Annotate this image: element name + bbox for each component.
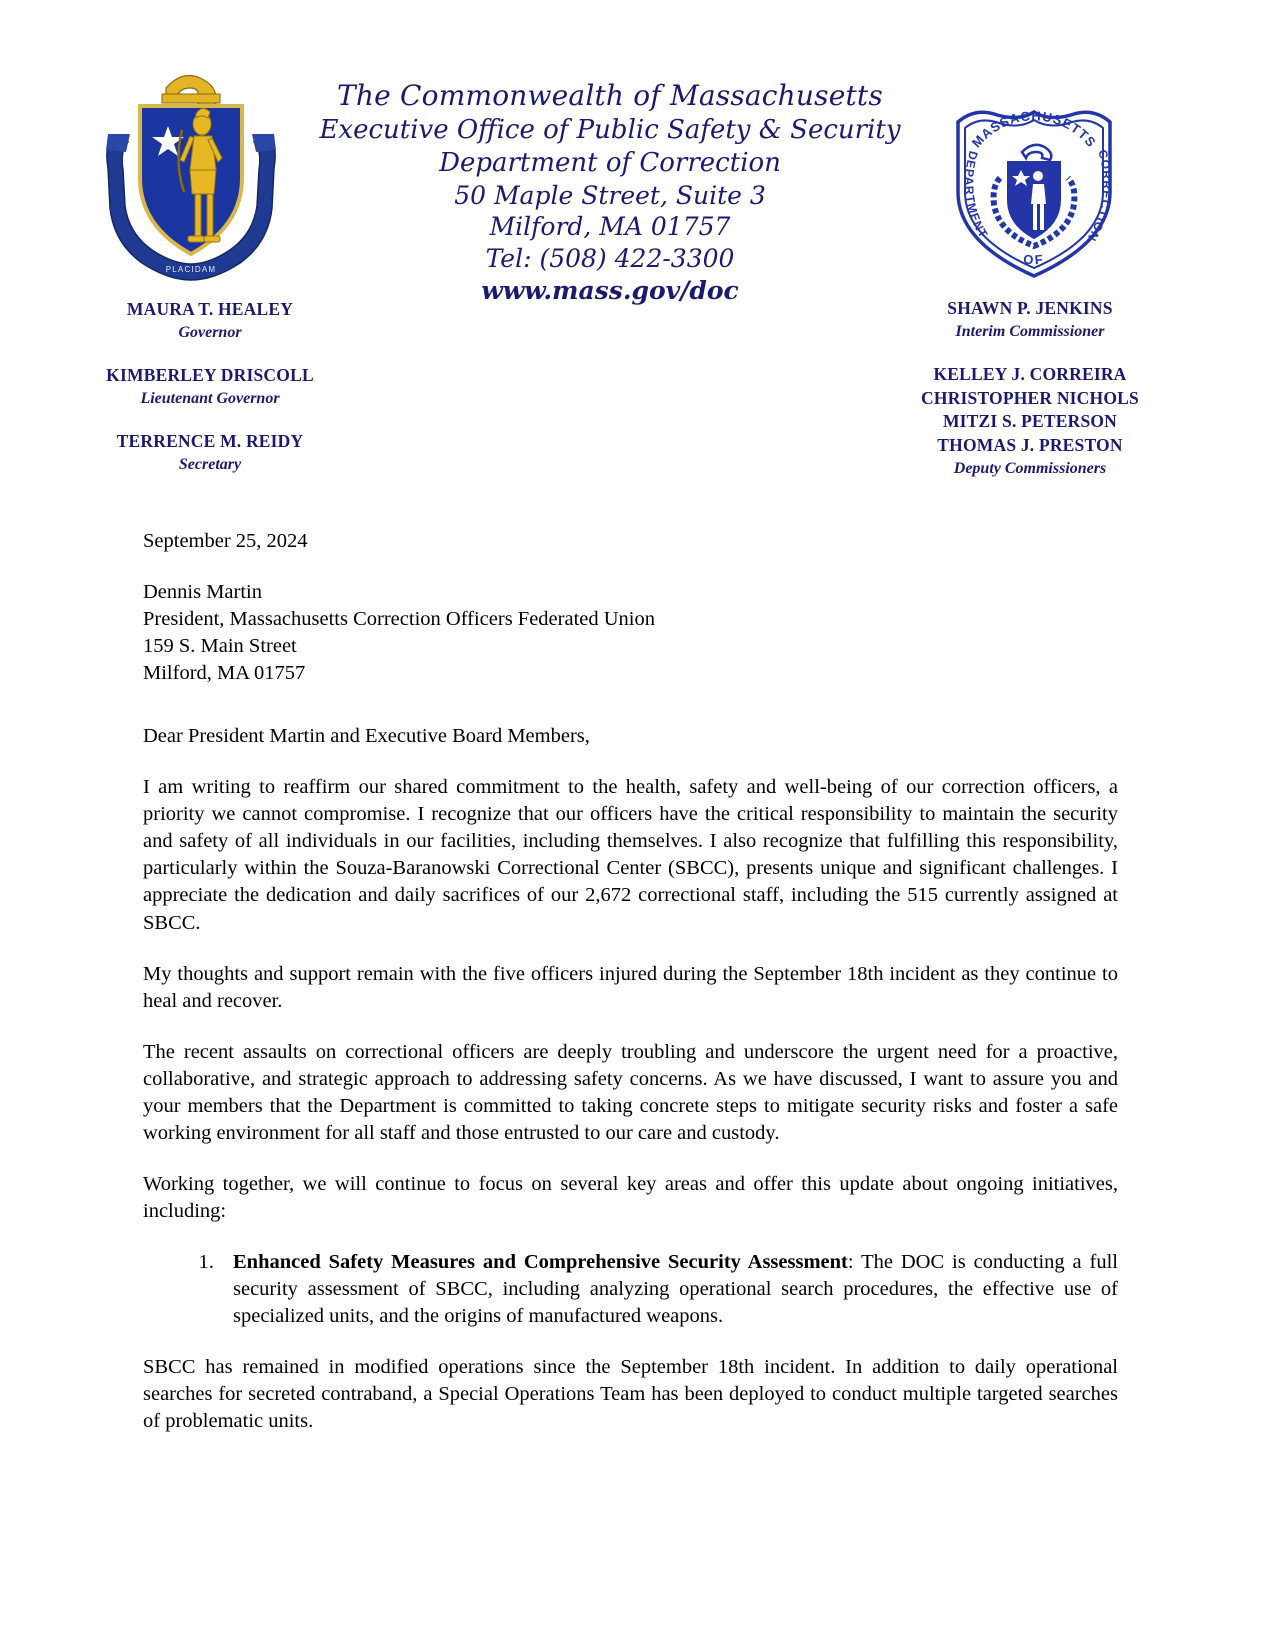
letterhead <box>0 0 1265 500</box>
official-secretary <box>60 430 360 475</box>
addressee-name: Dennis Martin <box>143 581 262 604</box>
official-name: TERRENCE M. REIDY <box>116 431 304 452</box>
officials-right <box>880 297 1180 479</box>
body-paragraph-1: I am writing to reaffirm our shared commitment to the health, safety and well-being of our correction officers, a priority we cannot compromise. I recognize that our officers have the critical responsibility to maintain the security and safety of all individuals in our facilities, including themselves. I also recognize that fulfilling this responsibility, particularly within the Souza-Baranowski Correctional Center (SBCC), presents unique and significant challenges. I appreciate the dedication and daily sacrifices of our 2,672 correctional staff, including the 515 currently assigned at SBCC. <box>143 776 1118 934</box>
letterhead-line-phone: Tel: (508) 422-3300 <box>485 244 735 274</box>
letterhead-line-city: Milford, MA 01757 <box>489 212 731 242</box>
official-title: Governor <box>178 323 242 341</box>
deputy-name: MITZI S. PETERSON <box>942 411 1118 432</box>
svg-text:DEPARTMENT: DEPARTMENT <box>961 149 991 241</box>
addressee-block <box>143 579 1118 687</box>
svg-text:PLACIDAM: PLACIDAM <box>165 265 217 274</box>
svg-text:MASSACHUSETTS: MASSACHUSETTS <box>968 108 1100 151</box>
salutation: Dear President Martin and Executive Board Members, <box>143 725 590 748</box>
addressee-title: President, Massachusetts Correction Officers Federated Union <box>143 608 655 631</box>
official-governor <box>60 298 360 343</box>
deputy-name: CHRISTOPHER NICHOLS <box>921 387 1139 408</box>
letterhead-address-block <box>300 78 920 307</box>
addressee-street: 159 S. Main Street <box>143 635 297 658</box>
deputy-name: THOMAS J. PRESTON <box>937 435 1123 456</box>
massachusetts-state-seal <box>96 58 286 283</box>
body-paragraph-2: My thoughts and support remain with the five officers injured during the September 18th incident as they continue to heal and recover. <box>143 962 1118 1012</box>
letterhead-line-department: Department of Correction <box>439 147 781 178</box>
letterhead-line-eopss: Executive Office of Public Safety & Security <box>319 114 901 145</box>
official-title: Secretary <box>178 456 242 474</box>
deputy-name: KELLEY J. CORREIRA <box>933 364 1127 385</box>
list-item-text: : The DOC is conducting a full security assessment of SBCC, including analyzing operational search procedures, the effective use of specialized units, and the origins of manufactured weapons. <box>233 1250 1118 1328</box>
officials-left <box>60 298 360 476</box>
official-interim-commissioner <box>880 297 1180 342</box>
official-name: SHAWN P. JENKINS <box>947 298 1113 318</box>
doc-seal <box>948 100 1120 280</box>
list-item-lead: Enhanced Safety Measures and Comprehensive Security Assessment <box>233 1250 848 1273</box>
letter-date: September 25, 2024 <box>143 530 308 552</box>
official-title: Interim Commissioner <box>955 322 1105 340</box>
body-paragraph-4: Working together, we will continue to focus on several key areas and offer this update about ongoing initiatives, including: <box>143 1172 1118 1222</box>
official-name: MAURA T. HEALEY <box>126 299 294 319</box>
official-title: Lieutenant Governor <box>140 389 280 407</box>
svg-text:CORRECTION: CORRECTION <box>1084 148 1115 245</box>
letter-body <box>143 528 1118 1459</box>
deputy-commissioners <box>880 363 1180 479</box>
letterhead-line-street: 50 Maple Street, Suite 3 <box>454 180 766 210</box>
closing-paragraph-1: SBCC has remained in modified operations since the September 18th incident. In addition to daily operational searches for secreted contraband, a Special Operations Team has been deployed to conduct multiple targeted searches of problematic units. <box>143 1356 1118 1433</box>
letterhead-line-commonwealth: The Commonwealth of Massachusetts <box>337 79 883 112</box>
body-paragraph-3: The recent assaults on correctional officers are deeply troubling and underscore the urgent need for a proactive, collaborative, and strategic approach to addressing safety concerns. As we have discussed, I want to assure you and your members that the Department is committed to taking concrete steps to mitigate security risks and foster a safe working environment for all staff and those entrusted to our care and custody. <box>143 1040 1118 1144</box>
deputy-commissioners-title: Deputy Commissioners <box>953 459 1107 477</box>
official-name: KIMBERLEY DRISCOLL <box>106 365 314 386</box>
letterhead-line-website: www.mass.gov/doc <box>481 275 739 305</box>
addressee-city-state-zip: Milford, MA 01757 <box>143 662 306 685</box>
svg-text:OF: OF <box>1022 251 1046 268</box>
list-item <box>219 1249 1118 1330</box>
key-areas-list <box>143 1249 1118 1330</box>
official-lieutenant-governor <box>60 364 360 409</box>
